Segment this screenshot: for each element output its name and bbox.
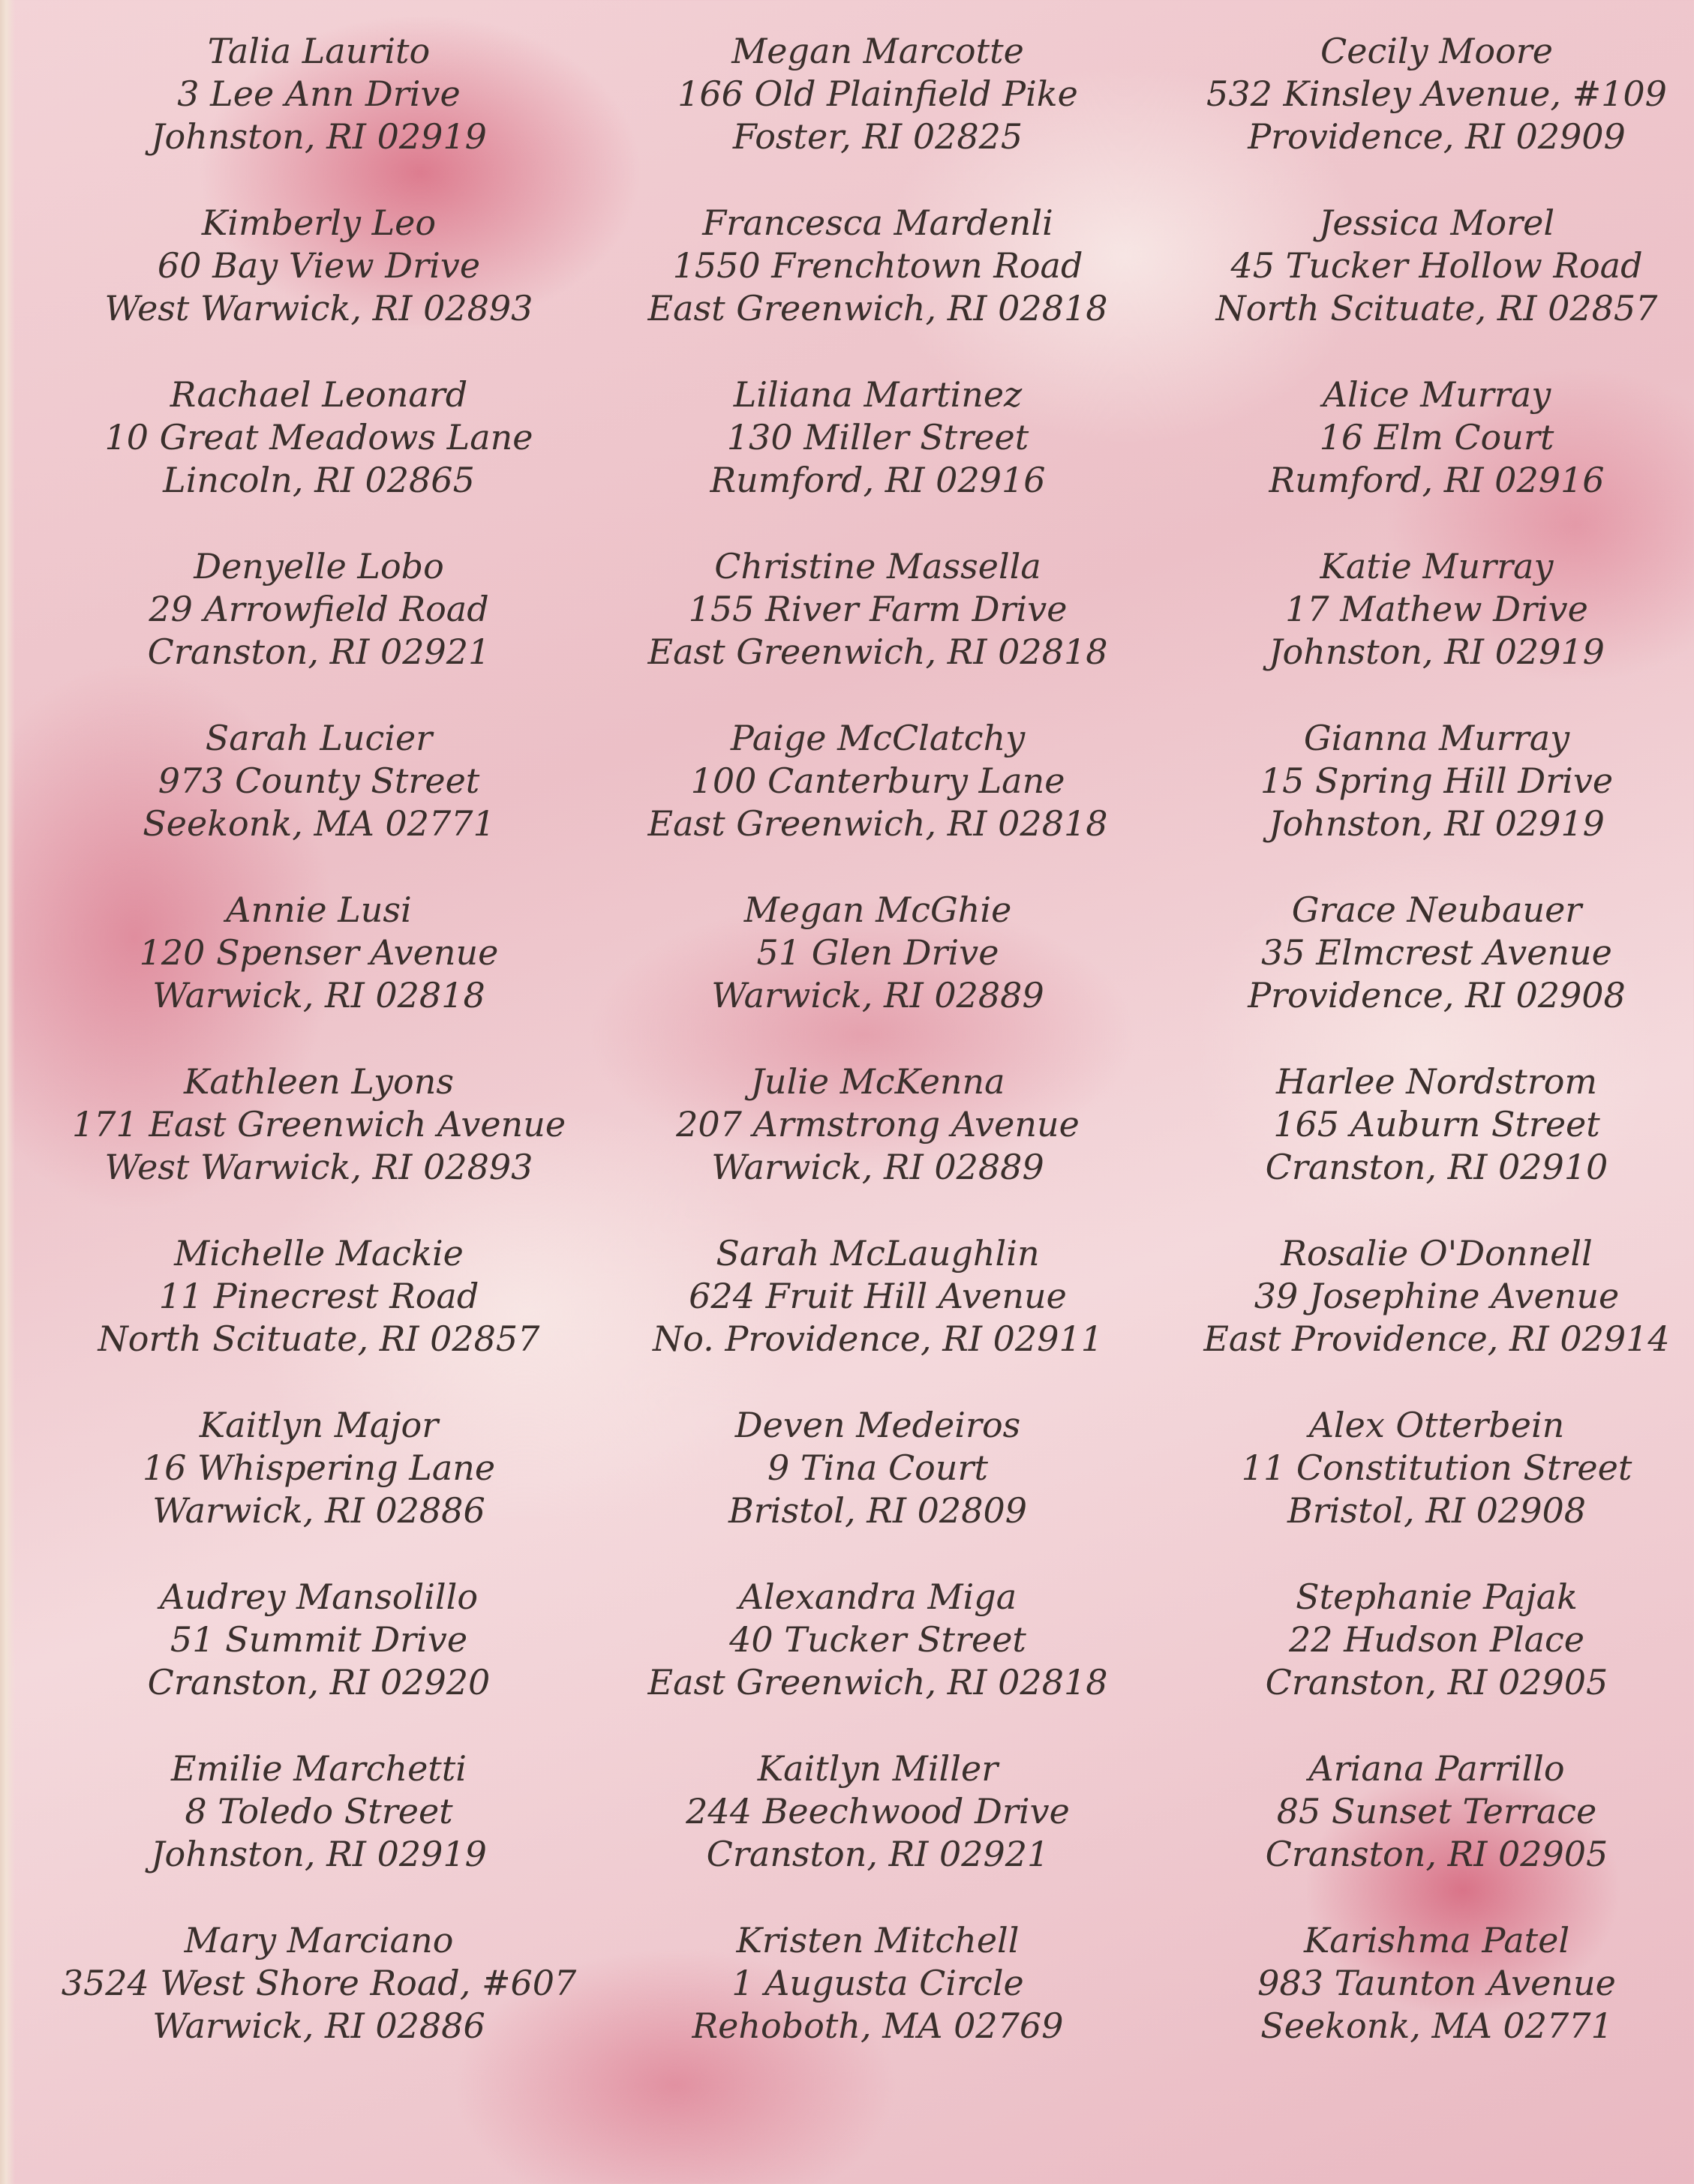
entry-name: Paige McClatchy — [730, 718, 1026, 758]
entry-city: Warwick, RI 02818 — [152, 975, 485, 1016]
address-entry — [600, 545, 1155, 717]
entry-street: 45 Tucker Hollow Road — [1230, 245, 1643, 286]
address-entry — [600, 889, 1155, 1060]
entry-street: 1 Augusta Circle — [731, 1963, 1024, 2003]
entry-city: East Greenwich, RI 02818 — [647, 288, 1108, 328]
entry-name: Cecily Moore — [1320, 31, 1553, 71]
address-entry — [600, 374, 1155, 545]
entry-city: Warwick, RI 02889 — [711, 975, 1044, 1016]
address-entry — [600, 30, 1155, 202]
entry-name: Kaitlyn Miller — [757, 1748, 999, 1789]
entry-street: 3524 West Shore Road, #607 — [61, 1963, 577, 2003]
entry-street: 171 East Greenwich Avenue — [71, 1104, 566, 1144]
entry-name: Sarah McLaughlin — [716, 1233, 1040, 1274]
entry-street: 35 Elmcrest Avenue — [1261, 932, 1612, 973]
entry-name: Alex Otterbein — [1308, 1405, 1565, 1445]
entry-street: 39 Josephine Avenue — [1254, 1276, 1620, 1316]
entry-street: 244 Beechwood Drive — [686, 1791, 1070, 1832]
entry-city: Cranston, RI 02905 — [1265, 1834, 1608, 1874]
entry-city: No. Providence, RI 02911 — [653, 1318, 1103, 1359]
entry-city: Cranston, RI 02921 — [147, 632, 491, 672]
entry-name: Christine Massella — [714, 546, 1041, 586]
address-entry — [1159, 545, 1694, 717]
entry-name: Kathleen Lyons — [184, 1061, 454, 1102]
address-entry — [600, 1748, 1155, 1919]
address-entry — [41, 1232, 596, 1404]
entry-street: 532 Kinsley Avenue, #109 — [1206, 74, 1667, 114]
entry-city: Foster, RI 02825 — [732, 116, 1023, 157]
entry-name: Karishma Patel — [1303, 1920, 1570, 1960]
entry-name: Francesca Mardenli — [702, 202, 1053, 243]
address-directory — [0, 30, 1694, 2160]
address-entry — [41, 1748, 596, 1919]
entry-city: Seekonk, MA 02771 — [143, 803, 495, 844]
entry-city: North Scituate, RI 02857 — [1215, 288, 1658, 328]
entry-street: 51 Summit Drive — [170, 1619, 468, 1660]
address-entry — [1159, 374, 1694, 545]
entry-name: Harlee Nordstrom — [1275, 1061, 1598, 1102]
entry-city: Lincoln, RI 02865 — [163, 460, 475, 500]
entry-street: 8 Toledo Street — [185, 1791, 453, 1832]
entry-name: Sarah Lucier — [205, 718, 433, 758]
address-entry — [1159, 1576, 1694, 1748]
entry-city: Cranston, RI 02905 — [1265, 1662, 1608, 1702]
address-entry — [41, 1404, 596, 1576]
entry-street: 40 Tucker Street — [729, 1619, 1026, 1660]
address-entry — [600, 1576, 1155, 1748]
entry-street: 624 Fruit Hill Avenue — [689, 1276, 1067, 1316]
entry-name: Megan Marcotte — [731, 31, 1024, 71]
entry-name: Rachael Leonard — [170, 374, 468, 415]
entry-city: Warwick, RI 02886 — [152, 2006, 485, 2046]
entry-city: Johnston, RI 02919 — [151, 1834, 487, 1874]
address-entry — [41, 202, 596, 374]
entry-street: 10 Great Meadows Lane — [104, 417, 533, 458]
entry-name: Emilie Marchetti — [171, 1748, 467, 1789]
entry-city: East Greenwich, RI 02818 — [647, 803, 1108, 844]
entry-city: West Warwick, RI 02893 — [104, 288, 533, 328]
entry-street: 15 Spring Hill Drive — [1260, 760, 1614, 801]
entry-street: 100 Canterbury Lane — [690, 760, 1065, 801]
entry-city: East Greenwich, RI 02818 — [647, 632, 1108, 672]
entry-city: East Greenwich, RI 02818 — [647, 1662, 1108, 1702]
entry-city: Bristol, RI 02908 — [1287, 1490, 1586, 1531]
entry-name: Julie McKenna — [750, 1061, 1005, 1102]
entry-street: 207 Armstrong Avenue — [676, 1104, 1080, 1144]
entry-city: Cranston, RI 02910 — [1265, 1147, 1608, 1187]
address-entry — [600, 1404, 1155, 1576]
address-entry — [41, 717, 596, 889]
address-entry — [41, 889, 596, 1060]
address-entry — [1159, 1748, 1694, 1919]
entry-city: Johnston, RI 02919 — [1269, 632, 1605, 672]
entry-city: Providence, RI 02908 — [1248, 975, 1626, 1016]
entry-street: 983 Taunton Avenue — [1257, 1963, 1616, 2003]
entry-name: Talia Laurito — [207, 31, 431, 71]
entry-street: 22 Hudson Place — [1289, 1619, 1584, 1660]
entry-name: Stephanie Pajak — [1296, 1576, 1578, 1617]
entry-street: 3 Lee Ann Drive — [177, 74, 461, 114]
entry-name: Rosalie O'Donnell — [1281, 1233, 1593, 1274]
entry-city: Rehoboth, MA 02769 — [692, 2006, 1064, 2046]
entry-street: 16 Whispering Lane — [142, 1448, 496, 1488]
address-entry — [600, 1060, 1155, 1232]
entry-name: Alexandra Miga — [738, 1576, 1017, 1617]
address-entry — [1159, 30, 1694, 202]
entry-city: Rumford, RI 02916 — [710, 460, 1046, 500]
entry-city: Seekonk, MA 02771 — [1260, 2006, 1613, 2046]
entry-name: Audrey Mansolillo — [159, 1576, 479, 1617]
entry-street: 9 Tina Court — [767, 1448, 988, 1488]
entry-name: Megan McGhie — [743, 890, 1012, 930]
entry-street: 166 Old Plainfield Pike — [677, 74, 1078, 114]
entry-name: Liliana Martinez — [733, 374, 1023, 415]
entry-name: Kristen Mitchell — [736, 1920, 1020, 1960]
entry-city: West Warwick, RI 02893 — [104, 1147, 533, 1187]
address-entry — [600, 1919, 1155, 2091]
entry-name: Ariana Parrillo — [1308, 1748, 1565, 1789]
entry-name: Deven Medeiros — [734, 1405, 1021, 1445]
address-entry — [1159, 1919, 1694, 2091]
entry-name: Michelle Mackie — [174, 1233, 464, 1274]
entry-street: 11 Constitution Street — [1241, 1448, 1632, 1488]
address-entry — [600, 1232, 1155, 1404]
entry-street: 130 Miller Street — [726, 417, 1029, 458]
address-entry — [1159, 889, 1694, 1060]
address-entry — [1159, 717, 1694, 889]
entry-city: Warwick, RI 02886 — [152, 1490, 485, 1531]
entry-street: 165 Auburn Street — [1273, 1104, 1600, 1144]
entry-city: East Providence, RI 02914 — [1203, 1318, 1670, 1359]
entry-street: 973 County Street — [158, 760, 480, 801]
entry-street: 120 Spenser Avenue — [139, 932, 499, 973]
entry-name: Kaitlyn Major — [199, 1405, 439, 1445]
directory-column-2 — [600, 30, 1155, 2091]
entry-name: Mary Marciano — [184, 1920, 454, 1960]
entry-name: Katie Murray — [1320, 546, 1554, 586]
entry-street: 51 Glen Drive — [756, 932, 999, 973]
address-entry — [600, 717, 1155, 889]
address-entry — [1159, 202, 1694, 374]
entry-name: Gianna Murray — [1303, 718, 1570, 758]
entry-city: Cranston, RI 02920 — [147, 1662, 491, 1702]
directory-column-1 — [41, 30, 596, 2091]
entry-street: 60 Bay View Drive — [157, 245, 481, 286]
entry-city: Rumford, RI 02916 — [1269, 460, 1605, 500]
entry-name: Denyelle Lobo — [194, 546, 444, 586]
address-entry — [41, 545, 596, 717]
entry-city: Johnston, RI 02919 — [1269, 803, 1605, 844]
entry-city: Johnston, RI 02919 — [151, 116, 487, 157]
address-entry — [1159, 1404, 1694, 1576]
entry-city: North Scituate, RI 02857 — [98, 1318, 540, 1359]
entry-city: Providence, RI 02909 — [1248, 116, 1626, 157]
address-entry — [41, 1060, 596, 1232]
entry-city: Bristol, RI 02809 — [728, 1490, 1027, 1531]
entry-street: 17 Mathew Drive — [1285, 589, 1588, 629]
entry-name: Grace Neubauer — [1291, 890, 1582, 930]
address-entry — [1159, 1232, 1694, 1404]
entry-street: 29 Arrowfield Road — [149, 589, 489, 629]
entry-name: Kimberly Leo — [201, 202, 437, 243]
address-entry — [600, 202, 1155, 374]
address-entry — [41, 30, 596, 202]
entry-street: 1550 Frenchtown Road — [672, 245, 1083, 286]
entry-name: Alice Murray — [1322, 374, 1551, 415]
entry-street: 11 Pinecrest Road — [158, 1276, 479, 1316]
entry-city: Cranston, RI 02921 — [706, 1834, 1050, 1874]
entry-name: Jessica Morel — [1318, 202, 1555, 243]
address-entry — [1159, 1060, 1694, 1232]
entry-city: Warwick, RI 02889 — [711, 1147, 1044, 1187]
address-entry — [41, 374, 596, 545]
entry-name: Annie Lusi — [226, 890, 412, 930]
entry-street: 155 River Farm Drive — [688, 589, 1068, 629]
entry-street: 16 Elm Court — [1319, 417, 1554, 458]
address-entry — [41, 1576, 596, 1748]
directory-column-3 — [1159, 30, 1694, 2091]
entry-street: 85 Sunset Terrace — [1276, 1791, 1597, 1832]
address-entry — [41, 1919, 596, 2091]
